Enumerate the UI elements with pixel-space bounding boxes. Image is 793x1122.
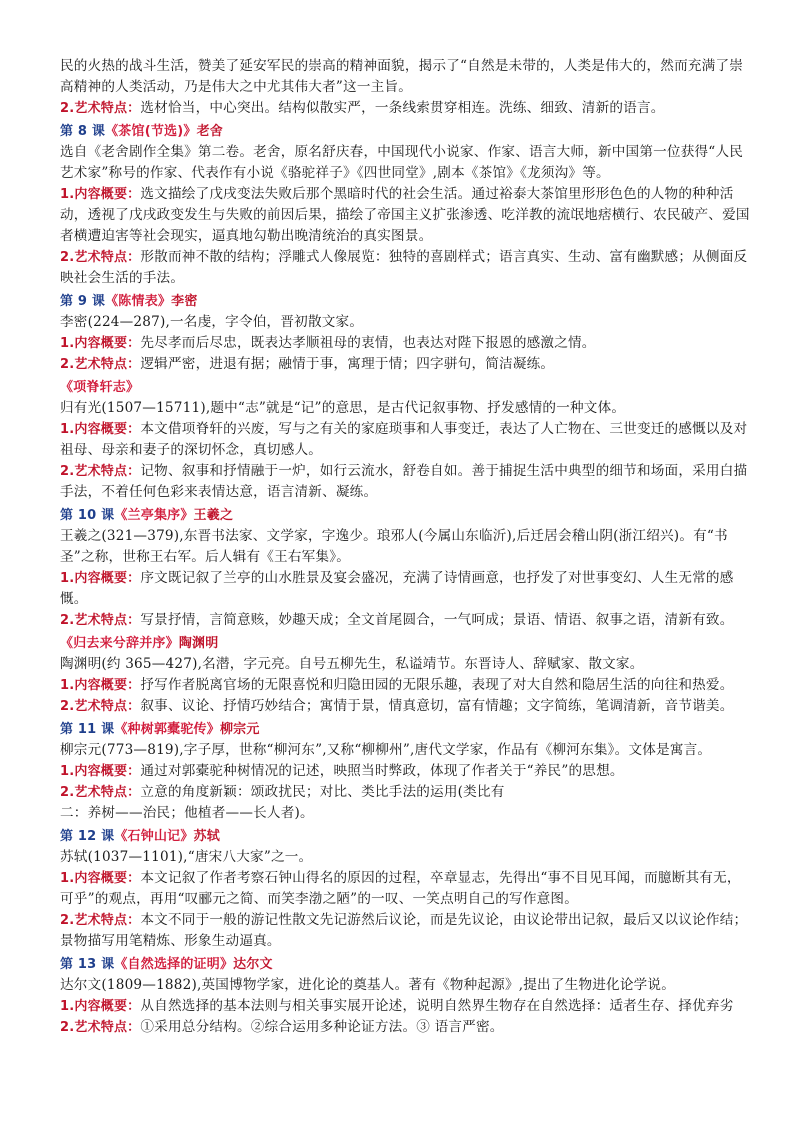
art-label: 2.艺术特点： [60, 785, 141, 800]
xiangjixuan-content [60, 419, 750, 461]
xiangjixuan-bio: 归有光(1507—15711),题中“志”就是“记”的意思，是古代记叙事物、抒发感情的一种文体。 [60, 400, 626, 416]
lesson-author: 达尔文 [233, 957, 273, 972]
art-text: 形散而神不散的结构；浮雕式人像展览：独特的喜剧样式；语言真实、生动、富有幽默感；从侧面反映社会生活的手法。 [60, 249, 748, 286]
art-text: 写景抒情，言简意赅，妙趣天成；全文首尾圆合，一气呵成；景语、情语、叙事之语，清新有致。 [140, 612, 734, 628]
content-text: 通过对郭橐驼种树情况的记述，映照当时弊政，体现了作者关于“养民”的思想。 [140, 763, 624, 779]
lesson-13-bio: 达尔文(1809—1882),英国博物学家，进化论的奠基人。著有《物种起源》,提出了生物进化论学说。 [60, 977, 675, 993]
guiqulai-heading [60, 633, 750, 654]
lesson-10-heading [60, 505, 750, 526]
document-page [60, 56, 750, 1038]
content-text: 本文借项脊轩的兴废，写与之有关的家庭琐事和人事变迁，表达了人亡物在、三世变迁的感慨以及对祖母、母亲和妻子的深切怀念，真切感人。 [60, 421, 748, 458]
content-text: 先尽孝而后尽忠，既表达孝顺祖母的衷情，也表达对陛下报恩的感激之情。 [140, 335, 596, 351]
lesson-number: 第 10 课 [60, 508, 115, 523]
content-text: 本文记叙了作者考察石钟山得名的原因的过程，卒章显志，先得出“事不目见耳闻，而臆断其有无，可乎”的观点，再用“叹郦元之简、而笑李渤之陋”的一叹、一笑点明自己的写作意图。 [60, 870, 741, 907]
content-label: 1.内容概要： [60, 764, 141, 779]
art-label: 2.艺术特点： [60, 464, 141, 479]
lesson-number: 第 8 课 [60, 124, 106, 139]
lesson-9-bio: 李密(224—287),一名虔，字令伯，晋初散文家。 [60, 314, 364, 330]
content-label: 1.内容概要： [60, 999, 141, 1014]
lesson-title: 《归去来兮辞并序》 [60, 636, 179, 651]
art-label: 2.艺术特点： [60, 357, 141, 372]
lesson-8-bio: 选自《老舍剧作全集》第二卷。老舍，原名舒庆春，中国现代小说家、作家、语言大师，新中国第一位获得“人民艺术家”称号的作家、代表作有小说《骆驼祥子》《四世同堂》,剧本《茶馆》《龙须沟》等。 [60, 144, 744, 181]
intro-paragraph: 民的火热的战斗生活，赞美了延安军民的崇高的精神面貌，揭示了“自然是未带的，人类是伟大的，然而充满了崇高精神的人类活动，乃是伟大之中尤其伟大者”这一主旨。 [60, 58, 744, 95]
lesson-title: 《陈情表》 [105, 294, 172, 309]
lesson-12-bio: 苏轼(1037—1101),“唐宋八大家”之一。 [60, 849, 313, 865]
lesson-8-art [60, 247, 750, 289]
art-text: 记物、叙事和抒情融于一炉，如行云流水，舒卷自如。善于捕捉生活中典型的细节和场面，采用白描手法，不着任何色彩来表情达意，语言清新、凝练。 [60, 463, 748, 500]
lesson-10-bio: 王羲之(321—379),东晋书法家、文学家，字逸少。琅邪人(今属山东临沂),后迁居会稽山阴(浙江绍兴)。有“书圣”之称，世称王右军。后人辑有《王右军集》。 [60, 528, 728, 565]
content-text: 选文描绘了戊戌变法失败后那个黑暗时代的社会生活。通过裕泰大茶馆里形形色色的人物的种种活动，透视了戊戌政变发生与失败的前因后果，描绘了帝国主义扩张渗透、吃洋教的流氓地痞横行、农民破产、爱国者横遭迫害等社会现实，逼真地勾勒出晚清统治的真实图景。 [60, 186, 750, 244]
lesson-number: 第 9 课 [60, 294, 106, 309]
intro-art-paragraph [60, 98, 750, 119]
lesson-12-heading [60, 826, 750, 847]
lesson-10-content [60, 568, 750, 610]
art-text: 逻辑严密，进退有据；融情于事，寓理于情；四字骈句，简洁凝练。 [140, 356, 555, 372]
content-text: 从自然选择的基本法则与相关事实展开论述，说明自然界生物存在自然选择：适者生存、择优弃劣 [140, 998, 734, 1014]
lesson-13-art [60, 1017, 750, 1038]
lesson-title: 《自然选择的证明》 [114, 957, 234, 972]
lesson-12-content [60, 868, 750, 910]
content-label: 1.内容概要： [60, 336, 141, 351]
content-text: 序文既记叙了兰亭的山水胜景及宴会盛况，充满了诗情画意，也抒发了对世事变幻、人生无常的感慨。 [60, 570, 734, 607]
art-text: 立意的角度新颖：颂政扰民；对比、类比手法的运用(类比有 [140, 784, 505, 800]
lesson-13-heading [60, 954, 750, 975]
guiqulai-bio: 陶渊明(约 365—427),名潜，字元亮。自号五柳先生，私谥靖节。东晋诗人、辞赋家、散文家。 [60, 656, 644, 672]
lesson-11-extra: 二：养树——治民；他植者——长人者)。 [60, 805, 314, 821]
content-label: 1.内容概要： [60, 871, 141, 886]
art-text: 叙事、议论、抒情巧妙结合；寓情于景，情真意切，富有情趣；文字简练，笔调清新，音节谐美。 [140, 698, 734, 714]
lesson-9-art [60, 354, 750, 375]
lesson-number: 第 12 课 [60, 829, 115, 844]
lesson-author: 苏轼 [193, 829, 220, 844]
content-label: 1.内容概要： [60, 187, 141, 202]
lesson-author: 李密 [171, 294, 198, 309]
lesson-11-bio: 柳宗元(773—819),字子厚，世称“柳河东”,又称“柳柳州”,唐代文学家，作品有《柳河东集》。文体是寓言。 [60, 742, 712, 758]
lesson-author: 柳宗元 [219, 722, 260, 737]
lesson-title: 《石钟山记》 [114, 829, 194, 844]
lesson-8-heading [60, 121, 750, 142]
lesson-11-art [60, 782, 750, 803]
art-label: 2.艺术特点： [60, 913, 141, 928]
guiqulai-art [60, 696, 750, 717]
art-label: 2.艺术特点： [60, 613, 141, 628]
xiangjixuan-art [60, 461, 750, 503]
content-label: 1.内容概要： [60, 678, 141, 693]
lesson-11-content [60, 761, 750, 782]
art-label: 2.艺术特点： [60, 1020, 141, 1035]
art-label: 2.艺术特点： [60, 699, 141, 714]
art-text: 选材恰当，中心突出。结构似散实严，一条线索贯穿相连。洗练、细致、清新的语言。 [140, 100, 665, 116]
content-label: 1.内容概要： [60, 571, 141, 586]
lesson-10-art [60, 610, 750, 631]
lesson-number: 第 13 课 [60, 957, 115, 972]
lesson-title: 《茶馆(节选)》 [105, 124, 197, 139]
content-label: 1.内容概要： [60, 422, 141, 437]
content-text: 抒写作者脱离官场的无限喜悦和归隐田园的无限乐趣，表现了对大自然和隐居生活的向往和热爱。 [140, 677, 734, 693]
lesson-title: 《种树郭橐驼传》 [114, 722, 220, 737]
art-text: 本文不同于一般的游记性散文先记游然后议论，而是先议论，由议论带出记叙，最后又以议论作结；景物描写用笔精炼、形象生动逼真。 [60, 912, 748, 949]
lesson-author: 王羲之 [193, 508, 234, 523]
art-label: 2.艺术特点： [60, 101, 141, 116]
lesson-author: 陶渊明 [178, 636, 219, 651]
art-text: ①采用总分结构。②综合运用多种论证方法。③ 语言严密。 [140, 1019, 504, 1035]
art-label: 2.艺术特点： [60, 250, 141, 265]
lesson-9-content [60, 333, 750, 354]
lesson-8-content [60, 184, 750, 247]
lesson-author: 老舍 [196, 124, 223, 139]
lesson-title: 《项脊轩志》 [60, 380, 140, 395]
lesson-number: 第 11 课 [60, 722, 115, 737]
lesson-13-content [60, 996, 750, 1017]
lesson-12-art [60, 910, 750, 952]
lesson-9-heading [60, 291, 750, 312]
guiqulai-content [60, 675, 750, 696]
lesson-11-heading [60, 719, 750, 740]
lesson-title: 《兰亭集序》 [114, 508, 194, 523]
xiangjixuan-heading [60, 377, 750, 398]
